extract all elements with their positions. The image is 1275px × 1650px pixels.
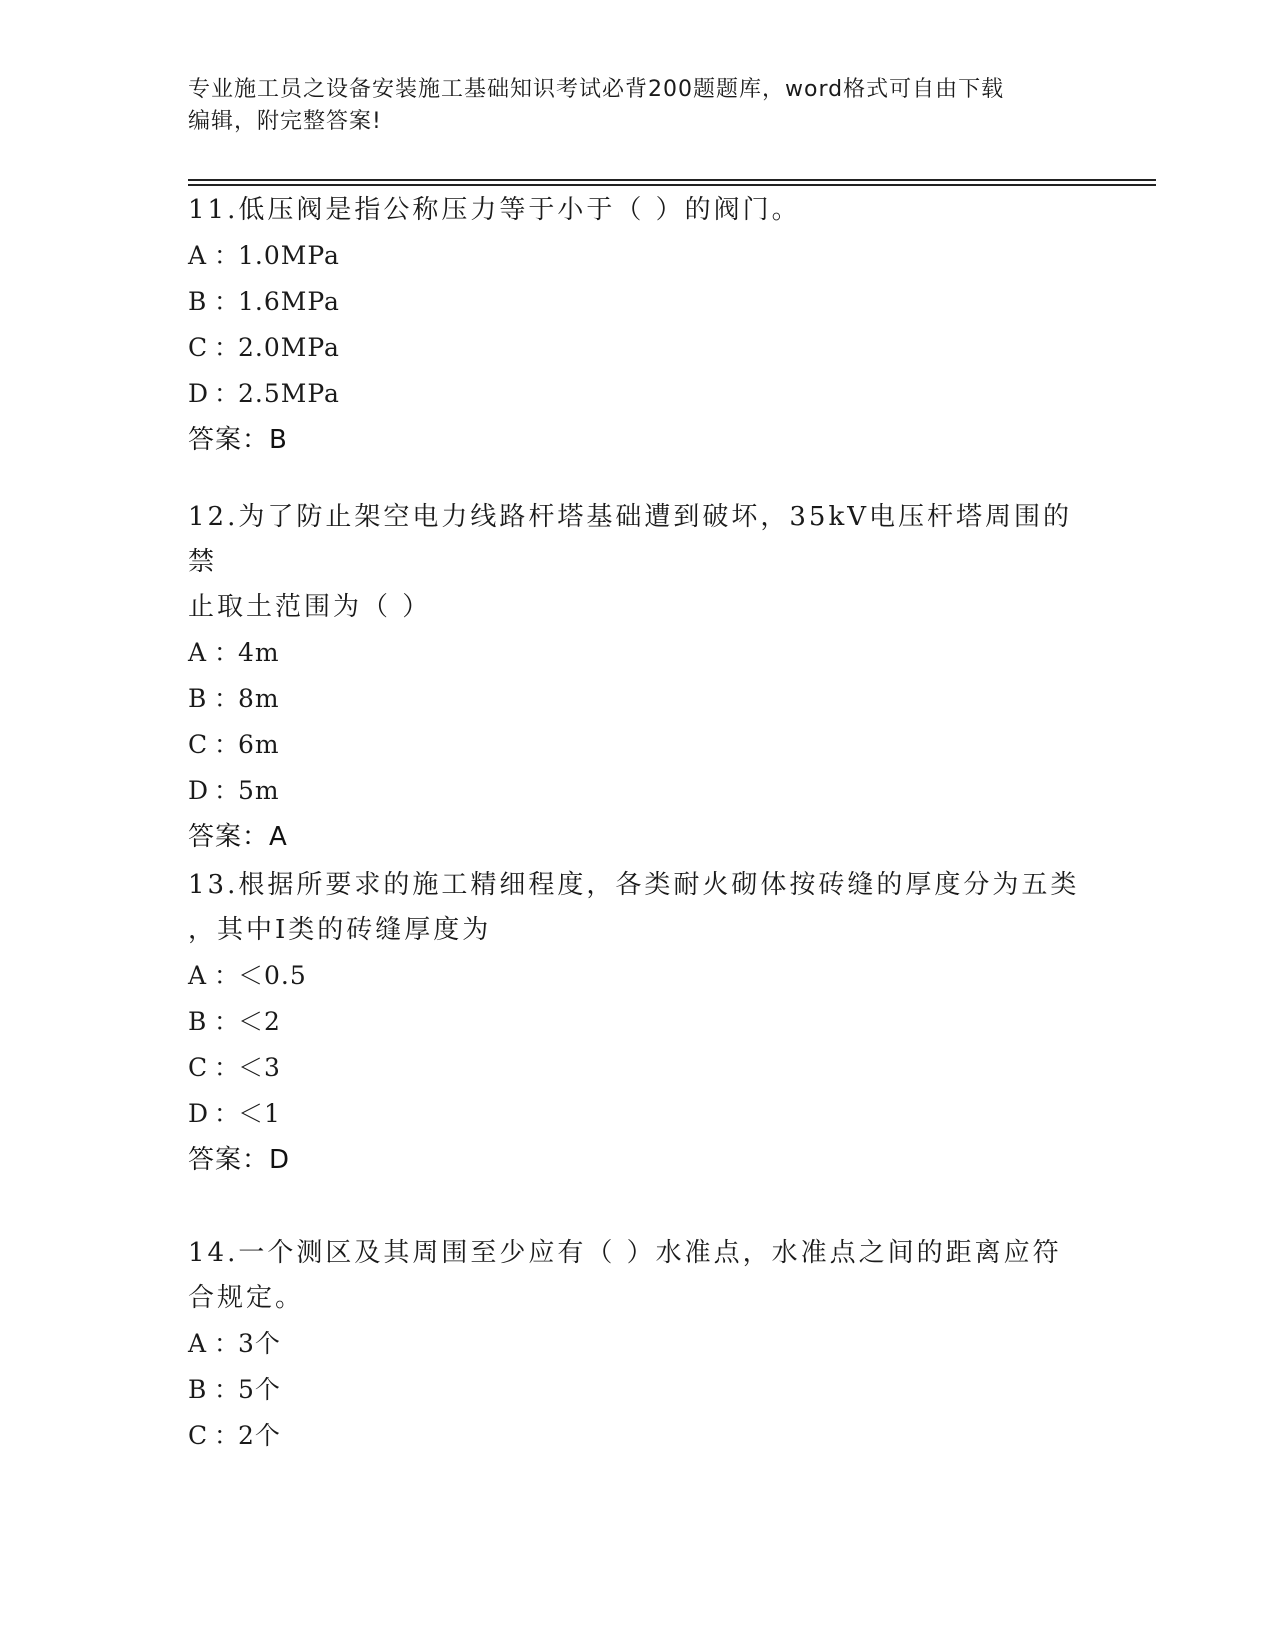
option-b [188, 999, 1088, 1045]
option-d [188, 1091, 1088, 1137]
option-separator: ： [214, 333, 241, 362]
question-line: 根据所要求的施工精细程度，各类耐火砌体按砖缝的厚度分为五类 [238, 870, 1080, 900]
answer-label: 答案： [188, 822, 270, 852]
option-text: 2.5MPa [238, 379, 340, 408]
option-letter: B [188, 287, 208, 316]
header-line-1: 专业施工员之设备安装施工基础知识考试必背200题题库，word格式可自由下载 [188, 77, 1005, 102]
option-separator: ： [214, 1375, 241, 1404]
option-letter: A [188, 241, 208, 270]
option-c [188, 1045, 1088, 1091]
answer-value: D [269, 1145, 291, 1175]
option-text: ＜3 [238, 1053, 281, 1082]
question-text [188, 1231, 1088, 1321]
option-separator: ： [214, 730, 241, 759]
option-a [188, 630, 1088, 676]
option-separator: ： [214, 776, 241, 805]
question-text [188, 188, 1088, 233]
question-line: 止取土范围为（ ） [188, 592, 432, 622]
document-header [188, 74, 1088, 138]
option-text: 4m [238, 638, 280, 667]
option-a [188, 953, 1088, 999]
question-text [188, 863, 1088, 953]
option-d [188, 768, 1088, 814]
option-b [188, 676, 1088, 722]
option-text: 2.0MPa [238, 333, 340, 362]
option-b [188, 1367, 1088, 1413]
option-text: 1.0MPa [238, 241, 340, 270]
option-c [188, 722, 1088, 768]
question-line: 为了防止架空电力线路杆塔基础遭到破坏，35kV电压杆塔周围的禁 [188, 502, 1072, 577]
question-number: 14. [188, 1238, 239, 1268]
question-block-11 [188, 188, 1088, 463]
answer-value: B [269, 425, 288, 455]
question-line: 低压阀是指公称压力等于小于（ ）的阀门。 [238, 195, 801, 225]
option-separator: ： [214, 379, 241, 408]
option-letter: C [188, 1421, 209, 1450]
option-text: 2个 [238, 1421, 281, 1450]
question-number: 11. [188, 195, 239, 225]
option-letter: C [188, 333, 209, 362]
option-separator: ： [214, 1053, 241, 1082]
option-text: ＜2 [238, 1007, 281, 1036]
option-text: 3个 [238, 1329, 281, 1358]
option-letter: C [188, 1053, 209, 1082]
answer-line [188, 417, 1088, 463]
header-divider-top [188, 179, 1156, 181]
option-letter: B [188, 684, 208, 713]
question-line: 合规定。 [188, 1283, 305, 1313]
option-letter: C [188, 730, 209, 759]
option-letter: B [188, 1375, 208, 1404]
option-letter: D [188, 776, 210, 805]
answer-label: 答案： [188, 1145, 270, 1175]
question-number: 12. [188, 502, 239, 532]
option-text: 6m [238, 730, 280, 759]
header-divider-bottom [188, 184, 1156, 186]
option-c [188, 325, 1088, 371]
question-text [188, 495, 1088, 630]
option-letter: A [188, 961, 208, 990]
option-separator: ： [214, 1421, 241, 1450]
option-letter: D [188, 1099, 210, 1128]
question-block-14 [188, 1231, 1088, 1459]
option-b [188, 279, 1088, 325]
question-block-13 [188, 863, 1088, 1183]
option-separator: ： [214, 684, 241, 713]
question-line: 一个测区及其周围至少应有（ ）水准点，水准点之间的距离应符 [238, 1238, 1062, 1268]
option-separator: ： [214, 1007, 241, 1036]
option-c [188, 1413, 1088, 1459]
option-letter: B [188, 1007, 208, 1036]
option-separator: ： [214, 287, 241, 316]
option-text: 1.6MPa [238, 287, 340, 316]
answer-line [188, 814, 1088, 860]
question-number: 13. [188, 870, 239, 900]
option-letter: A [188, 638, 208, 667]
option-separator: ： [214, 1099, 241, 1128]
option-text: 5m [238, 776, 280, 805]
option-a [188, 233, 1088, 279]
answer-line [188, 1137, 1088, 1183]
header-line-2: 编辑，附完整答案! [188, 109, 382, 134]
option-text: ＜1 [238, 1099, 281, 1128]
option-letter: A [188, 1329, 208, 1358]
option-text: ＜0.5 [238, 961, 307, 990]
option-letter: D [188, 379, 210, 408]
option-separator: ： [214, 1329, 241, 1358]
option-separator: ： [214, 241, 241, 270]
option-text: 5个 [238, 1375, 281, 1404]
option-separator: ： [214, 961, 241, 990]
option-d [188, 371, 1088, 417]
question-line: ，其中Ⅰ类的砖缝厚度为 [188, 915, 492, 945]
option-text: 8m [238, 684, 280, 713]
option-a [188, 1321, 1088, 1367]
answer-value: A [269, 822, 288, 852]
answer-label: 答案： [188, 425, 270, 455]
option-separator: ： [214, 638, 241, 667]
question-block-12 [188, 495, 1088, 860]
